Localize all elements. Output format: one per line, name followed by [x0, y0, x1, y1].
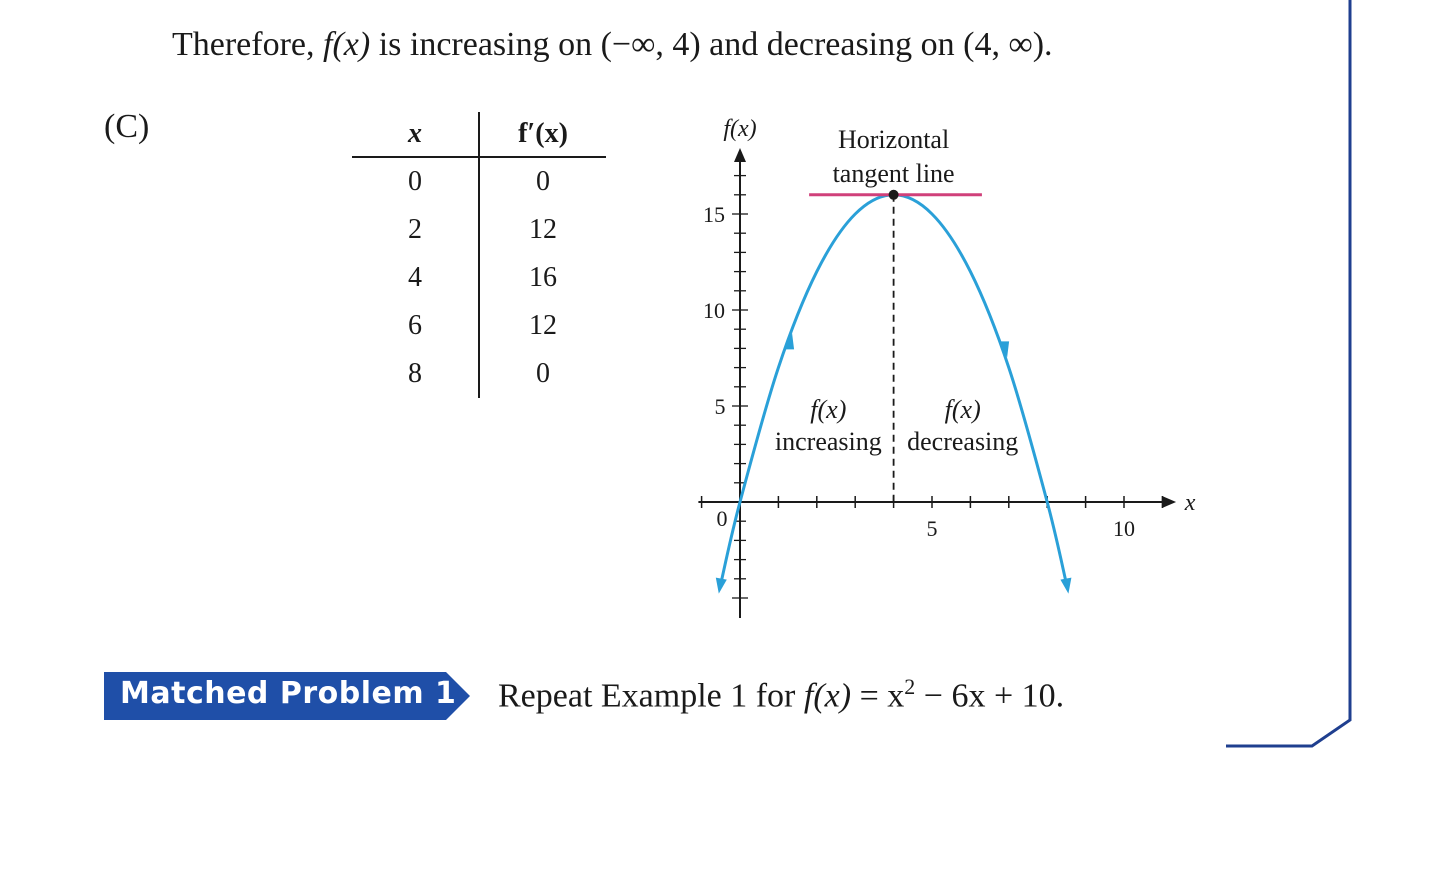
- table-row: [352, 254, 606, 302]
- cell-fprime: 0: [536, 166, 550, 197]
- cell-x: 8: [352, 350, 479, 398]
- decreasing-label-fx: f(x): [944, 395, 981, 424]
- curve-right-arrow: [1060, 578, 1071, 594]
- tangent-label-line1: Horizontal: [838, 125, 950, 154]
- x-tick-label: 10: [1113, 516, 1135, 541]
- y-tick-label: 15: [703, 202, 725, 227]
- increasing-label-fx: f(x): [810, 395, 847, 424]
- y-axis-arrow: [734, 148, 746, 162]
- cell-fprime: 16: [529, 262, 557, 293]
- y-axis-label: f(x): [723, 116, 757, 142]
- cell-fprime: 12: [529, 310, 557, 341]
- header-fprime: f′(x): [479, 112, 606, 157]
- decreasing-interval: (4, ∞): [963, 26, 1045, 63]
- derivative-table: [352, 112, 606, 398]
- conclusion-mid2: and decreasing on: [700, 26, 964, 63]
- matched-exponent: 2: [904, 674, 916, 699]
- header-x: x: [352, 112, 479, 157]
- curve-left-arrow: [716, 578, 727, 594]
- table-row: [352, 302, 606, 350]
- x-axis-label: x: [1184, 490, 1196, 516]
- banner-label: Matched Problem 1: [120, 676, 457, 711]
- x-tick-label: 5: [926, 516, 938, 541]
- part-label: (C): [104, 108, 150, 145]
- cell-x: 2: [352, 206, 479, 254]
- matched-problem-banner: [104, 672, 470, 720]
- matched-function-name: f(x): [803, 677, 852, 715]
- y-tick-label: 10: [703, 298, 725, 323]
- tangent-label-line2: tangent line: [832, 159, 955, 188]
- cell-x: 6: [352, 302, 479, 350]
- x-axis-arrow: [1162, 496, 1176, 508]
- cell-fprime: 12: [529, 214, 557, 245]
- page-frame-corner: [1220, 0, 1360, 760]
- increasing-interval: (−∞, 4): [600, 26, 701, 63]
- cell-fprime: 0: [536, 358, 550, 389]
- table-row: [352, 350, 606, 398]
- function-name: f(x): [323, 26, 371, 63]
- decreasing-label: decreasing: [907, 427, 1019, 456]
- origin-label: 0: [716, 506, 728, 531]
- table-row: [352, 206, 606, 254]
- y-tick-label: 5: [714, 394, 726, 419]
- conclusion-intro: Therefore,: [172, 26, 324, 63]
- conclusion-mid1: is increasing on: [370, 26, 601, 63]
- table-header-row: [352, 112, 606, 157]
- matched-problem-text: [498, 674, 1064, 715]
- function-graph: [660, 100, 1200, 630]
- matched-rest: − 6x + 10.: [915, 677, 1065, 715]
- conclusion-end: .: [1044, 26, 1053, 63]
- conclusion-sentence: [172, 26, 1053, 64]
- table-row: [352, 157, 606, 206]
- increasing-label: increasing: [774, 427, 882, 456]
- matched-prefix: Repeat Example 1 for: [498, 677, 804, 715]
- cell-x: 0: [352, 157, 479, 206]
- matched-eq: = x: [851, 677, 905, 715]
- cell-x: 4: [352, 254, 479, 302]
- vertex-point: [889, 190, 899, 200]
